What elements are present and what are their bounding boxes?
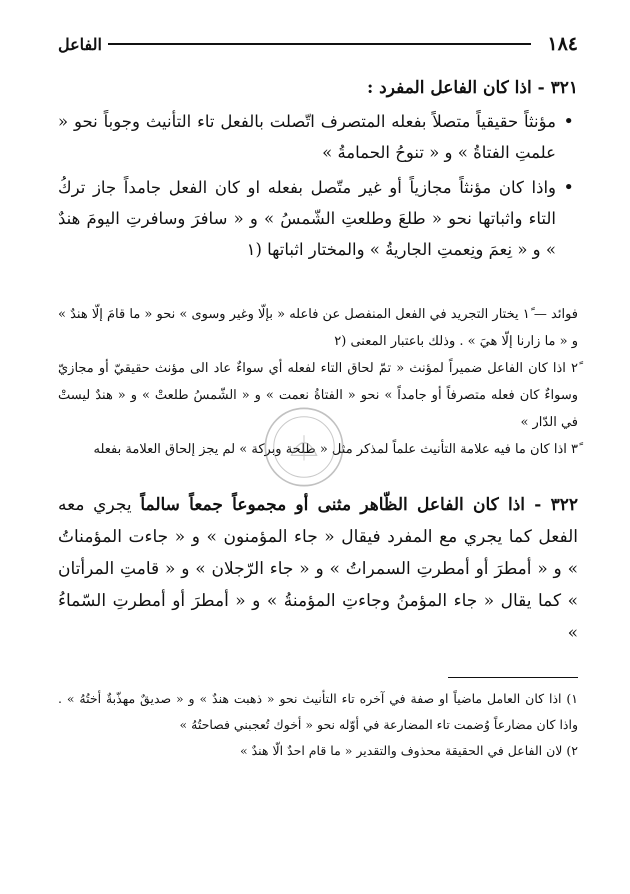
library-stamp-icon — [262, 405, 346, 489]
section-322-lead: ٣٢٢ - اذا كان الفاعل الظّاهر مثنى أو مجموعاً جمعاً سالماً — [140, 495, 579, 515]
page-number: ١٨٤ — [547, 33, 578, 55]
footnote-rule — [448, 677, 578, 678]
note-1: فوائد — ١ً يختار التجريد في الفعل المنفصل عن فاعله « بإلّا وغير وسوى » نحو « ما قامَ إلّا هندٌ » و « ما زارنا إلّا هيَ » . وذلك باعتبار المعنى (٢ — [58, 307, 578, 349]
bullet-item: • واذا كان مؤنثاً مجازياً أو غير متّصل بفعله او كان الفعل جامداً جاز تركُ التاء واثباتها نحو « طلعَ وطلعتِ الشّمسُ » و « سافرَ وسافرتِ اليومَ هندٌ » و « نِعمَ ونِعمتِ الجاريةُ » والمختار اثباتها (١ — [58, 172, 578, 265]
document-page — [58, 28, 578, 764]
section-321-heading: ٣٢١ - اذا كان الفاعل المفرد : — [366, 78, 578, 98]
footnote-1: ١) اذا كان العامل ماضياً او صفة في آخره تاء التأنيث نحو « ذهبت هندٌ » و « صديقٌ مهذّبةٌ أختُهُ » . واذا كان مضارعاً وُضمت تاء المضارعة في أوّله نحو « أخوك تُعجبني فصاحتُهُ » — [58, 691, 578, 732]
header-rule — [108, 43, 531, 45]
section-322-text: يجري معه الفعل كما يجري مع المفرد فيقال « جاء المؤمنون » و « جاءت المؤمناتُ » و « أمطرَ أو أمطرتِ السمراتُ » و « جاء الرّجلان » و « قامتِ المرأتان » كما يقال « جاء المؤمنُ وجاءتِ المؤمنةُ » و « أمطرَ أو أمطرتِ السّماءُ » — [58, 495, 578, 643]
page-header — [58, 28, 578, 60]
section-321-bullets — [58, 106, 578, 265]
footnotes-block — [58, 686, 578, 764]
section-322 — [58, 489, 578, 649]
bullet-item: • مؤنثاً حقيقياً متصلاً بفعله المتصرف اتّصلت بالفعل تاء التأنيث وجوباً نحو « علمتِ الفتاةُ » و « تنوحُ الحمامةُ » — [58, 106, 578, 168]
chapter-title: الفاعل — [58, 34, 102, 54]
note-2: ٢ً اذا كان الفاعل ضميراً لمؤنث « تمّ لحاق التاء لفعله أي سواءٌ عاد الى مؤنث حقيقيّ أو مجازيّ وسواءٌ كان فعله متصرفاً أو جامداً » نحو « الفتاةُ نعمت » و « الشّمسُ طلعتْ » و « هندٌ ليستْ في الدّار » — [58, 361, 578, 430]
footnote-2: ٢) لان الفاعل في الحقيقة محذوف والتقدير « ما قام احدٌ الّا هندٌ » — [239, 743, 578, 758]
note-3: ٣ً اذا كان ما فيه علامة التأنيث علماً لمذكر مثل « طلحة وبركة » لم يجز إلحاق العلامة بفعله — [93, 442, 578, 457]
